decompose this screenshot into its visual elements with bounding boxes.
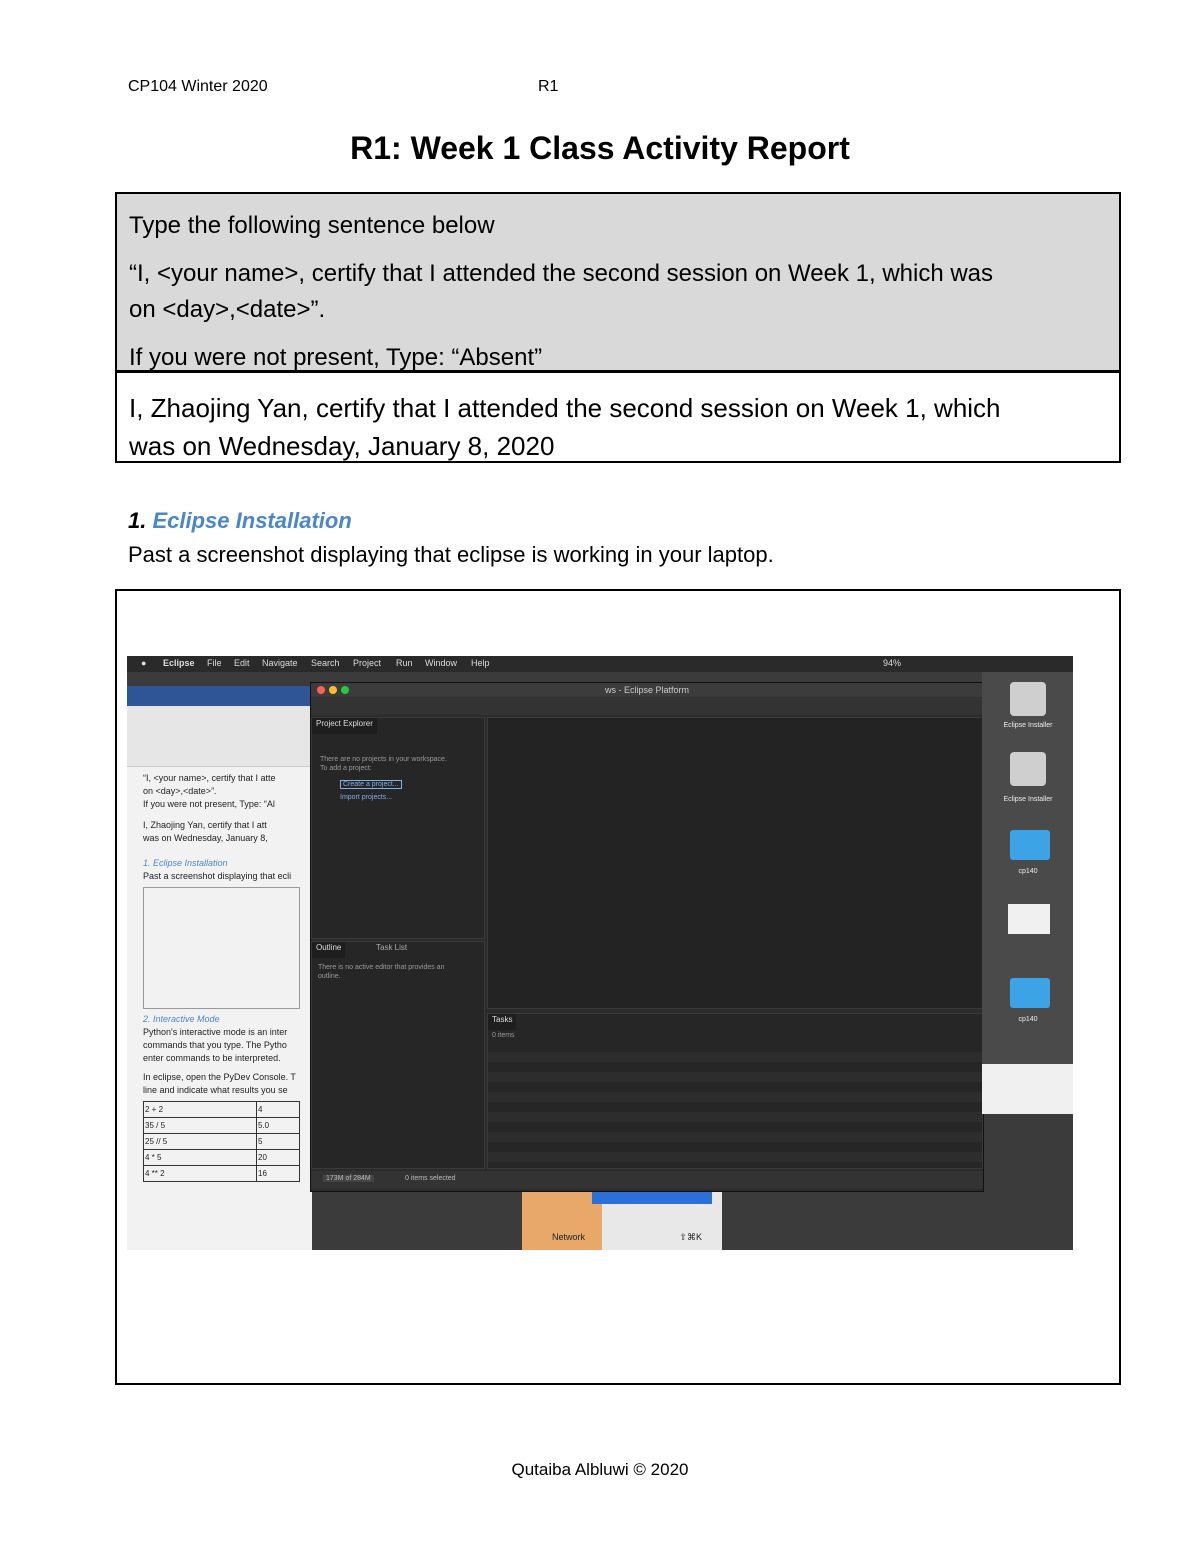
battery-level: 94% bbox=[883, 658, 902, 668]
tasks-count: 0 items bbox=[492, 1032, 515, 1039]
menu-run: Run bbox=[396, 658, 413, 668]
finder-shortcut: ⇧⌘K bbox=[679, 1232, 702, 1242]
word-text-2: on <day>,<date>”. bbox=[143, 786, 217, 796]
word-sec2-a: Python's interactive mode is an inter bbox=[143, 1027, 288, 1037]
menu-project: Project bbox=[353, 658, 382, 668]
close-icon[interactable] bbox=[317, 686, 325, 694]
word-screenshot-box bbox=[143, 887, 300, 1009]
word-table-cell: 20 bbox=[257, 1150, 300, 1166]
file-icon[interactable] bbox=[1008, 904, 1050, 934]
section-1-title: Eclipse Installation bbox=[152, 508, 352, 533]
drive-icon[interactable] bbox=[1010, 752, 1046, 786]
desktop-icons bbox=[982, 672, 1073, 1092]
tasks-tab[interactable]: Tasks bbox=[488, 1014, 516, 1030]
project-explorer-tab[interactable]: Project Explorer bbox=[312, 718, 377, 734]
word-window bbox=[127, 686, 312, 1250]
menu-search: Search bbox=[311, 658, 340, 668]
minimize-icon[interactable] bbox=[329, 686, 337, 694]
word-sec2-e: line and indicate what results you se bbox=[143, 1085, 288, 1095]
word-table-cell: 4 * 5 bbox=[144, 1150, 257, 1166]
word-sec2-c: enter commands to be interpreted. bbox=[143, 1053, 281, 1063]
instruction-line-3: If you were not present, Type: “Absent” bbox=[129, 344, 543, 371]
word-sec2: 2. Interactive Mode bbox=[143, 1014, 220, 1024]
instruction-line-2a: “I, <your name>, certify that I attended the second session on Week 1, which was bbox=[129, 260, 994, 287]
header-course: CP104 Winter 2020 bbox=[128, 78, 268, 95]
outline-message-2: outline. bbox=[318, 973, 341, 980]
menubar-app: Eclipse bbox=[163, 658, 195, 668]
editor-area bbox=[487, 717, 983, 1009]
eclipse-toolbar bbox=[311, 697, 983, 715]
section-1-number: 1. bbox=[128, 508, 147, 533]
finder-menu bbox=[522, 1190, 722, 1250]
word-titlebar bbox=[127, 686, 312, 706]
instruction-line-1: Type the following sentence below bbox=[129, 212, 495, 239]
eclipse-window bbox=[310, 682, 984, 1192]
word-text-5: was on Wednesday, January 8, bbox=[143, 833, 268, 843]
word-table-cell: 4 bbox=[257, 1102, 300, 1118]
finder-network[interactable]: Network bbox=[552, 1232, 586, 1242]
word-sec2-b: commands that you type. The Pytho bbox=[143, 1040, 287, 1050]
finder-selected-row bbox=[592, 1190, 712, 1204]
desktop-label-3: cp140 bbox=[1018, 868, 1038, 875]
instruction-line-2b: on <day>,<date>”. bbox=[129, 296, 326, 323]
menu-file: File bbox=[207, 658, 222, 668]
apple-icon: ● bbox=[141, 658, 147, 668]
answer-line-2: was on Wednesday, January 8, 2020 bbox=[129, 431, 555, 461]
pe-import-link[interactable]: Import projects... bbox=[340, 794, 393, 801]
tasks-table bbox=[488, 1052, 982, 1164]
answer-box[interactable] bbox=[115, 371, 1121, 463]
word-table bbox=[143, 1101, 300, 1182]
desktop-label-4: cp140 bbox=[1018, 1016, 1038, 1023]
instruction-box bbox=[115, 192, 1121, 372]
word-ribbon bbox=[127, 706, 312, 767]
menu-navigate: Navigate bbox=[262, 658, 298, 668]
task-list-tab[interactable]: Task List bbox=[376, 943, 408, 952]
browser-fragment bbox=[982, 1064, 1073, 1114]
drive-icon[interactable] bbox=[1010, 682, 1046, 716]
pe-message-1: There are no projects in your workspace. bbox=[320, 756, 447, 763]
status-memory[interactable]: 173M of 284M bbox=[323, 1175, 374, 1182]
project-explorer-pane bbox=[311, 717, 485, 939]
word-table-cell: 35 / 5 bbox=[144, 1118, 257, 1134]
section-1-heading bbox=[128, 508, 352, 534]
page-footer: Qutaiba Albluwi © 2020 bbox=[511, 1460, 689, 1479]
menu-help: Help bbox=[471, 658, 490, 668]
word-table-cell: 4 ** 2 bbox=[144, 1166, 257, 1182]
word-sec2-d: In eclipse, open the PyDev Console. T bbox=[143, 1072, 296, 1082]
menu-window: Window bbox=[425, 658, 458, 668]
word-text-1: “I, <your name>, certify that I atte bbox=[143, 773, 276, 783]
folder-icon[interactable] bbox=[1010, 830, 1050, 860]
desktop-label-2: Eclipse Installer bbox=[1003, 796, 1053, 803]
answer-line-1: I, Zhaojing Yan, certify that I attended the second session on Week 1, which bbox=[129, 393, 1001, 423]
status-selection: 0 items selected bbox=[405, 1175, 456, 1182]
header-code: R1 bbox=[538, 78, 559, 95]
page-title: R1: Week 1 Class Activity Report bbox=[350, 130, 850, 166]
outline-tab[interactable]: Outline bbox=[312, 942, 345, 958]
word-sec1-desc: Past a screenshot displaying that ecli bbox=[143, 871, 292, 881]
eclipse-title: ws - Eclipse Platform bbox=[311, 683, 983, 697]
word-table-cell: 5 bbox=[257, 1134, 300, 1150]
eclipse-screenshot bbox=[127, 656, 1073, 1250]
mac-menubar bbox=[127, 656, 1073, 672]
menu-edit: Edit bbox=[234, 658, 250, 668]
tasks-pane bbox=[487, 1013, 983, 1169]
section-1-description: Past a screenshot displaying that eclipse is working in your laptop. bbox=[128, 542, 774, 567]
word-table-cell: 2 + 2 bbox=[144, 1102, 257, 1118]
eclipse-statusbar bbox=[311, 1171, 983, 1189]
word-table-cell: 16 bbox=[257, 1166, 300, 1182]
word-table-cell: 25 // 5 bbox=[144, 1134, 257, 1150]
pe-message-2: To add a project: bbox=[320, 765, 372, 772]
word-text-3: If you were not present, Type: “Al bbox=[143, 799, 275, 809]
outline-message-1: There is no active editor that provides an bbox=[318, 964, 445, 971]
desktop-label-1: Eclipse Installer bbox=[1003, 722, 1053, 729]
word-sec1: 1. Eclipse Installation bbox=[143, 858, 228, 868]
pe-create-link[interactable]: Create a project... bbox=[340, 780, 402, 789]
outline-pane bbox=[311, 941, 485, 1169]
folder-icon[interactable] bbox=[1010, 978, 1050, 1008]
word-table-cell: 5.0 bbox=[257, 1118, 300, 1134]
word-text-4: I, Zhaojing Yan, certify that I att bbox=[143, 820, 267, 830]
maximize-icon[interactable] bbox=[341, 686, 349, 694]
